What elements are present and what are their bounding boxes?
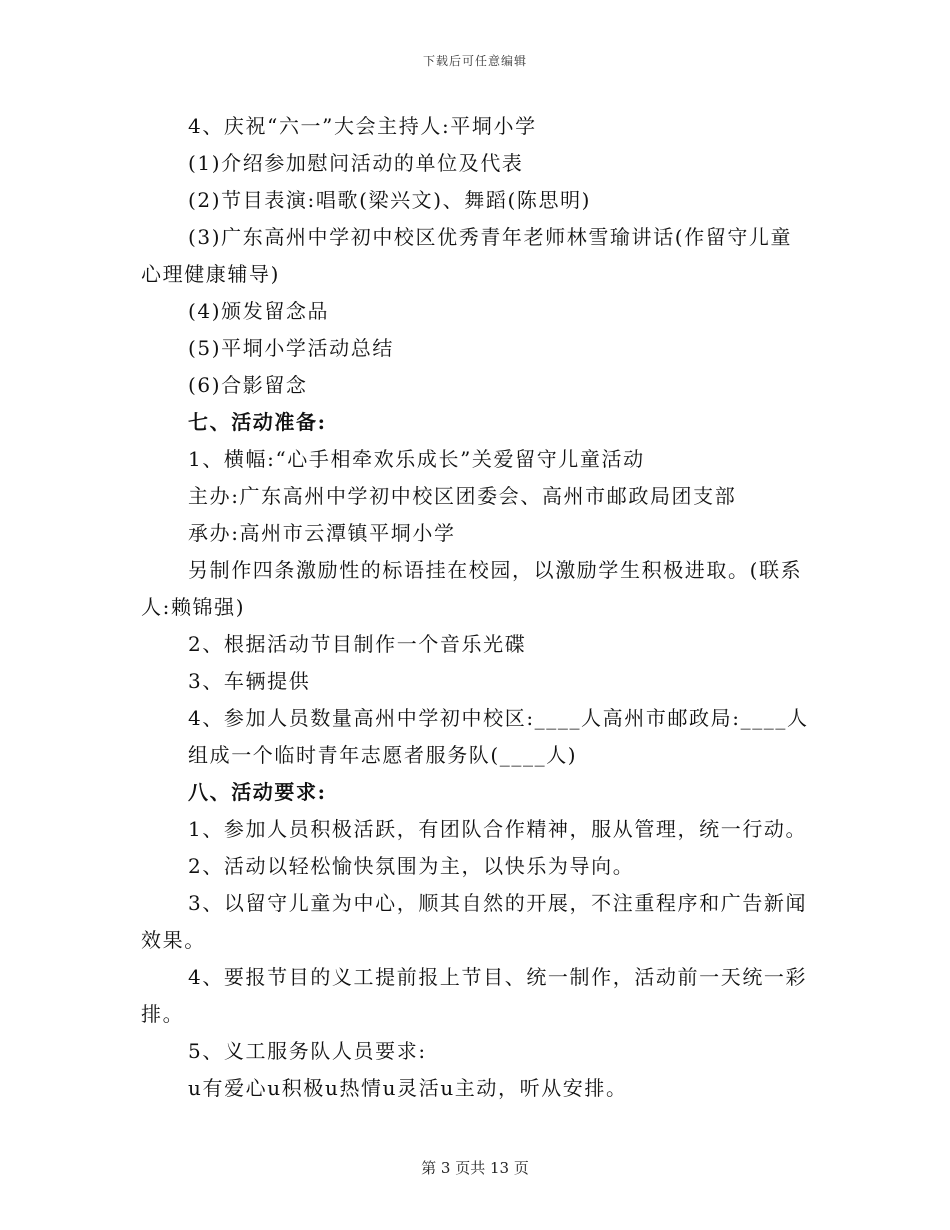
text-line: 3、车辆提供 bbox=[188, 669, 311, 693]
text-line: 2、根据活动节目制作一个音乐光碟 bbox=[188, 632, 527, 656]
text-line: 承办:高州市云潭镇平垌小学 bbox=[188, 521, 456, 545]
text-line: (6)合影留念 bbox=[188, 373, 308, 397]
text-line: 4、要报节目的义工提前报上节目、统一制作，活动前一天统一彩 bbox=[188, 965, 808, 989]
text-line: 3、以留守儿童为中心，顺其自然的开展，不注重程序和广告新闻 bbox=[188, 891, 808, 915]
text-line: 2、活动以轻松愉快氛围为主，以快乐为导向。 bbox=[188, 854, 635, 878]
text-line: 1、参加人员积极活跃，有团队合作精神，服从管理，统一行动。 bbox=[188, 817, 808, 841]
document-body bbox=[141, 108, 809, 1107]
page-header: 下载后可任意编辑 bbox=[422, 54, 527, 68]
section-heading: 七、活动准备: bbox=[188, 410, 327, 434]
text-line: (4)颁发留念品 bbox=[188, 299, 330, 323]
text-line: 组成一个临时青年志愿者服务队(____人) bbox=[188, 743, 578, 767]
text-line: 4、参加人员数量高州中学初中校区:____人高州市邮政局:____人 bbox=[188, 706, 809, 730]
text-line: (3)广东高州中学初中校区优秀青年老师林雪瑜讲话(作留守儿童 bbox=[188, 225, 793, 249]
page-footer: 第 3 页共 13 页 bbox=[421, 1159, 529, 1177]
text-line: 人:赖锦强) bbox=[141, 595, 246, 619]
section-heading: 八、活动要求: bbox=[188, 780, 327, 804]
text-line: (2)节目表演:唱歌(梁兴文)、舞蹈(陈思明) bbox=[188, 188, 592, 212]
text-line: (5)平垌小学活动总结 bbox=[188, 336, 394, 360]
text-line: 另制作四条激励性的标语挂在校园，以激励学生积极进取。(联系 bbox=[188, 558, 803, 582]
text-line: 4、庆祝“六一”大会主持人:平垌小学 bbox=[188, 114, 537, 138]
text-line: u有爱心u积极u热情u灵活u主动，听从安排。 bbox=[188, 1076, 628, 1100]
text-line: (1)介绍参加慰问活动的单位及代表 bbox=[188, 151, 524, 175]
text-line: 主办:广东高州中学初中校区团委会、高州市邮政局团支部 bbox=[188, 484, 737, 508]
text-line: 5、义工服务队人员要求: bbox=[188, 1039, 427, 1063]
text-line: 排。 bbox=[141, 1002, 185, 1026]
text-line: 1、横幅:“心手相牵欢乐成长”关爱留守儿童活动 bbox=[188, 447, 645, 471]
text-line: 效果。 bbox=[141, 928, 206, 952]
text-line: 心理健康辅导) bbox=[141, 262, 281, 286]
